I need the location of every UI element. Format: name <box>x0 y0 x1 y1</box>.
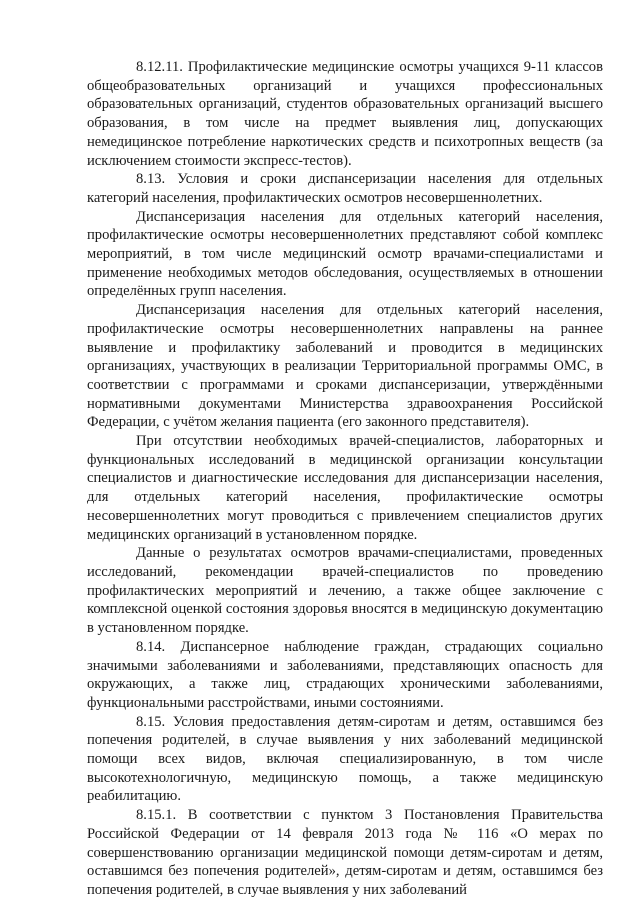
paragraph-8-14: 8.14. Диспансерное наблюдение граждан, страдающих социально значимыми заболеваниями и заболеваниями, представляющих опасность для окружающих, а также лиц, страдающих хроническими заболеваниями, функциональными расстройствами, иными состояниями. <box>87 638 603 711</box>
paragraph-8-13-heading: 8.13. Условия и сроки диспансеризации населения для отдельных категорий населения, профилактических осмотров несовершеннолетних. <box>87 171 603 206</box>
paragraph-8-15: 8.15. Условия предоставления детям-сиротам и детям, оставшимся без попечения родителей, в случае выявления у них заболеваний медицинской помощи всех видов, включая специализированную, в том числе высокотехнологичную, медицинскую помощь, а также медицинскую реабилитацию. <box>87 713 603 805</box>
paragraph-examination-results: Данные о результатах осмотров врачами-специалистами, проведенных исследований, рекомендации врачей-специалистов по проведению профилактических мероприятий и лечению, а также общее заключение с комплексной оценкой состояния здоровья вносятся в медицинскую документацию в установленном порядке. <box>87 545 603 637</box>
paragraph-dispensary-purpose: Диспансеризация населения для отдельных категорий населения, профилактические осмотры несовершеннолетних направлены на раннее выявление и профилактику заболеваний и проводится в медицинских организациях, участвующих в реализации Территориальной программы ОМС, в соответствии с программами и сроками диспансеризации, утверждёнными нормативными документами Министерства здравоохранения Российской Федерации, с учётом желания пациента (его законного представителя). <box>87 302 603 431</box>
paragraph-missing-specialists: При отсутствии необходимых врачей-специалистов, лабораторных и функциональных исследований в медицинской организации консультации специалистов и диагностические исследования для диспансеризации населения, для отдельных категорий населения, профилактические осмотры несовершеннолетних могут проводиться с привлечением специалистов других медицинских организаций в установленном порядке. <box>87 433 603 543</box>
paragraph-8-12-11: 8.12.11. Профилактические медицинские осмотры учащихся 9-11 классов общеобразовательных организаций и учащихся профессиональных образовательных организаций, студентов образовательных организаций высшего образования, в том числе на предмет выявления лиц, допускающих немедицинское потребление наркотических средств и психотропных веществ (за исключением стоимости экспресс-тестов). <box>87 59 603 169</box>
document-page <box>87 58 603 900</box>
paragraph-dispensary-definition: Диспансеризация населения для отдельных категорий населения, профилактические осмотры несовершеннолетних представляют собой комплекс мероприятий, в том числе медицинский осмотр врачами-специалистами и применение необходимых методов обследования, осуществляемых в отношении определённых групп населения. <box>87 208 603 300</box>
paragraph-8-15-1: 8.15.1. В соответствии с пунктом 3 Постановления Правительства Российской Федерации от 14 февраля 2013 года № 116 «О мерах по совершенствованию организации медицинской помощи детям-сиротам и детям, оставшимся без попечения родителей», детям-сиротам и детям, оставшимся без попечения родителей, в случае выявления у них заболеваний <box>87 807 603 898</box>
